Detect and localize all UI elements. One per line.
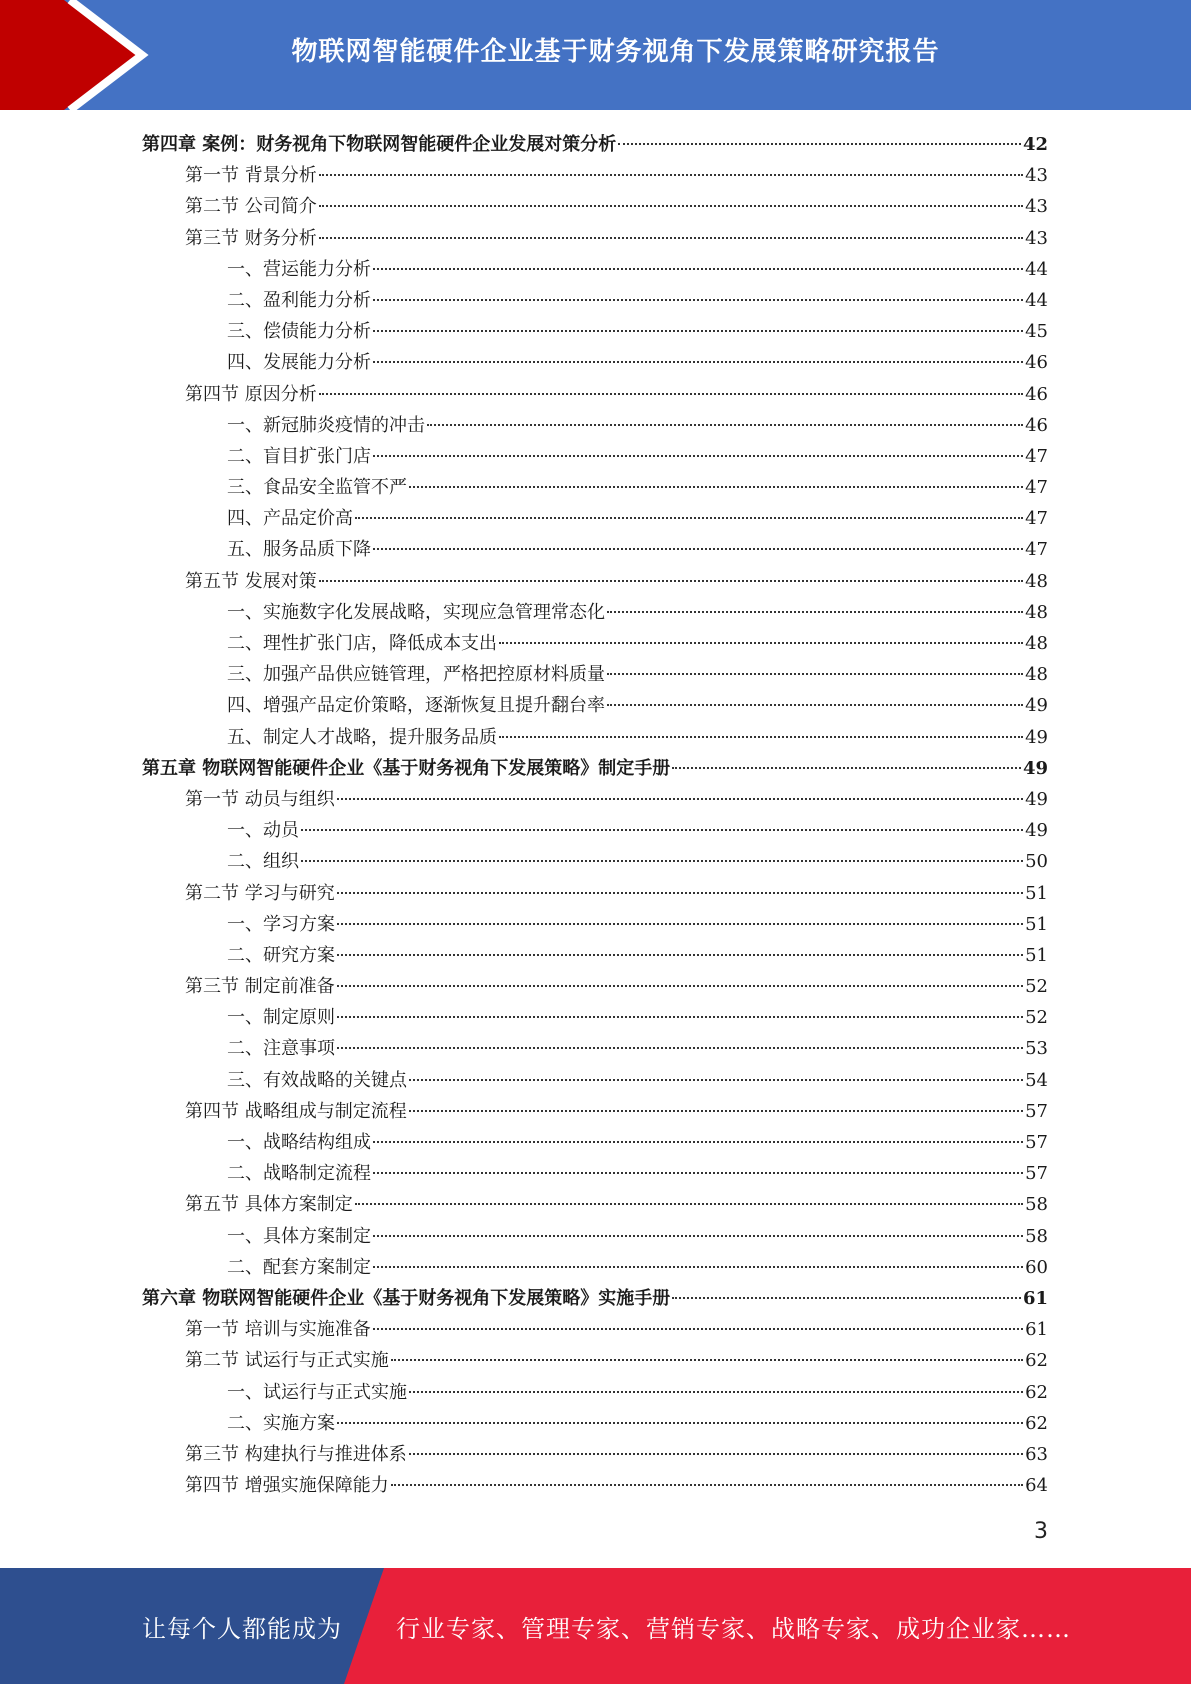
toc-entry-page: 47 [1025,539,1048,561]
toc-dot-leader [301,860,1023,862]
toc-entry-page: 42 [1022,134,1048,155]
toc-entry-title: 第三节 制定前准备 [185,976,335,998]
toc-entry-page: 44 [1025,289,1048,311]
toc-entry-title: 二、实施方案 [227,1412,335,1434]
toc-entry-page: 54 [1025,1069,1048,1091]
toc-entry-page: 48 [1025,633,1048,654]
toc-entry-title: 二、战略制定流程 [227,1163,371,1185]
toc-dot-leader [409,1110,1023,1112]
toc-dot-leader [373,361,1023,363]
page-number: 3 [1034,1519,1048,1544]
toc-entry-title: 一、新冠肺炎疫情的冲击 [227,414,425,436]
toc-dot-leader [337,1047,1023,1049]
toc-entry-page: 49 [1022,757,1048,779]
toc-entry-title: 一、学习方案 [227,913,335,935]
toc-entry-title: 二、盲目扩张门店 [227,445,371,467]
toc-entry-page: 43 [1025,165,1048,187]
toc-dot-leader [373,1141,1023,1143]
report-title: 物联网智能硬件企业基于财务视角下发展策略研究报告 [291,36,940,67]
toc-dot-leader [499,736,1023,738]
toc-entry-page: 50 [1025,851,1048,873]
toc-entry[interactable] [142,503,1048,534]
toc-dot-leader [607,611,1023,613]
toc-entry[interactable] [142,129,1048,160]
toc-entry-title: 第三节 财务分析 [185,227,317,249]
toc-dot-leader [618,143,1021,145]
toc-entry[interactable] [142,971,1048,1002]
toc-entry-page: 57 [1025,1132,1048,1153]
toc-dot-leader [391,1484,1023,1486]
toc-entry[interactable] [142,1221,1048,1252]
toc-entry-title: 第一节 培训与实施准备 [185,1319,371,1341]
toc-entry-page: 63 [1025,1443,1048,1465]
toc-entry-title: 四、产品定价高 [227,508,353,530]
toc-entry-page: 57 [1025,1100,1048,1122]
toc-entry-page: 57 [1025,1163,1048,1185]
toc-entry-page: 62 [1025,1412,1048,1434]
toc-dot-leader [607,673,1023,675]
page-header [0,0,1191,110]
toc-entry[interactable] [142,254,1048,285]
toc-entry[interactable] [142,1470,1048,1501]
toc-entry[interactable] [142,347,1048,378]
toc-entry[interactable] [142,316,1048,347]
toc-entry-page: 49 [1025,695,1048,717]
toc-entry-page: 48 [1025,664,1048,686]
toc-entry-page: 61 [1025,1319,1048,1341]
toc-entry-page: 43 [1025,227,1048,249]
footer-slogan-right: 行业专家、管理专家、营销专家、战略专家、成功企业家…… [396,1614,1071,1643]
toc-entry-page: 53 [1025,1038,1048,1060]
toc-entry-title: 三、有效战略的关键点 [227,1069,407,1091]
toc-dot-leader [499,642,1023,644]
toc-entry-page: 51 [1025,944,1048,966]
toc-entry-page: 46 [1025,414,1048,436]
toc-entry-title: 二、盈利能力分析 [227,289,371,311]
toc-entry-page: 62 [1025,1350,1048,1372]
toc-entry[interactable] [142,909,1048,940]
toc-entry[interactable] [142,597,1048,628]
toc-entry-title: 第四节 原因分析 [185,383,317,405]
toc-entry-title: 第五章 物联网智能硬件企业《基于财务视角下发展策略》制定手册 [142,757,671,779]
toc-dot-leader [409,486,1023,488]
toc-dot-leader [301,829,1023,831]
toc-entry-title: 二、理性扩张门店，降低成本支出 [227,633,497,654]
toc-entry-title: 第六章 物联网智能硬件企业《基于财务视角下发展策略》实施手册 [142,1287,671,1309]
toc-entry-title: 第四章 案例：财务视角下物联网智能硬件企业发展对策分析 [142,134,617,155]
toc-dot-leader [409,1391,1023,1393]
toc-dot-leader [319,174,1023,176]
toc-dot-leader [337,954,1023,956]
page-footer [0,1568,1191,1684]
toc-entry-title: 五、服务品质下降 [227,539,371,561]
toc-entry[interactable] [142,441,1048,472]
toc-dot-leader [319,237,1023,239]
toc-dot-leader [672,1297,1021,1299]
toc-entry-title: 第三节 构建执行与推进体系 [185,1443,407,1465]
toc-entry[interactable] [142,690,1048,721]
toc-entry-page: 60 [1025,1256,1048,1278]
toc-entry[interactable] [142,1127,1048,1158]
toc-entry[interactable] [142,1377,1048,1408]
toc-dot-leader [355,1203,1023,1205]
toc-dot-leader [373,1235,1023,1237]
toc-entry[interactable] [142,472,1048,503]
toc-dot-leader [409,1079,1023,1081]
toc-entry[interactable] [142,1345,1048,1376]
toc-entry[interactable] [142,722,1048,753]
toc-entry-page: 51 [1025,882,1048,904]
toc-entry-title: 三、偿债能力分析 [227,321,371,343]
toc-entry[interactable] [142,628,1048,659]
toc-entry-page: 51 [1025,913,1048,935]
toc-entry-page: 64 [1025,1475,1048,1497]
toc-entry[interactable] [142,846,1048,877]
toc-entry-page: 58 [1025,1225,1048,1247]
toc-entry-page: 52 [1025,1007,1048,1029]
toc-entry-page: 45 [1025,321,1048,343]
toc-entry[interactable] [142,160,1048,191]
toc-dot-leader [373,330,1023,332]
toc-entry-title: 四、增强产品定价策略，逐渐恢复且提升翻台率 [227,695,605,717]
toc-entry[interactable] [142,1252,1048,1283]
toc-entry[interactable] [142,1408,1048,1439]
toc-entry-title: 第二节 公司简介 [185,196,317,218]
toc-entry[interactable] [142,1439,1048,1470]
toc-dot-leader [373,455,1023,457]
toc-entry-title: 第二节 学习与研究 [185,882,335,904]
toc-entry[interactable] [142,410,1048,441]
toc-dot-leader [337,892,1023,894]
toc-entry-title: 一、制定原则 [227,1007,335,1029]
toc-entry-title: 一、实施数字化发展战略，实现应急管理常态化 [227,601,605,623]
toc-dot-leader [373,1328,1023,1330]
toc-entry[interactable] [142,223,1048,254]
toc-entry[interactable] [142,659,1048,690]
toc-entry-page: 49 [1025,820,1048,842]
toc-entry-title: 四、发展能力分析 [227,352,371,374]
toc-entry-title: 一、战略结构组成 [227,1132,371,1153]
toc-dot-leader [672,767,1021,769]
toc-entry-title: 二、研究方案 [227,944,335,966]
toc-entry-page: 52 [1025,976,1048,998]
toc-entry-title: 第四节 战略组成与制定流程 [185,1100,407,1122]
toc-dot-leader [373,299,1023,301]
toc-entry-page: 47 [1025,508,1048,530]
toc-dot-leader [607,704,1023,706]
table-of-contents [142,129,1048,1501]
toc-dot-leader [337,1422,1023,1424]
toc-entry-title: 第四节 增强实施保障能力 [185,1475,389,1497]
toc-entry[interactable] [142,815,1048,846]
toc-dot-leader [355,517,1023,519]
toc-entry-page: 46 [1025,383,1048,405]
toc-entry[interactable] [142,753,1048,784]
toc-entry-page: 43 [1025,196,1048,218]
toc-entry-page: 49 [1025,788,1048,810]
toc-entry-title: 第五节 发展对策 [185,570,317,592]
toc-entry-page: 44 [1025,258,1048,280]
toc-dot-leader [319,393,1023,395]
toc-entry[interactable] [142,1189,1048,1220]
toc-entry[interactable] [142,1314,1048,1345]
toc-entry-title: 五、制定人才战略，提升服务品质 [227,726,497,748]
toc-entry[interactable] [142,285,1048,316]
toc-entry-title: 第五节 具体方案制定 [185,1194,353,1216]
toc-dot-leader [409,1453,1023,1455]
toc-entry-page: 62 [1025,1381,1048,1403]
toc-entry-title: 第一节 动员与组织 [185,788,335,810]
toc-entry-title: 三、食品安全监管不严 [227,477,407,499]
toc-dot-leader [337,1016,1023,1018]
toc-entry-page: 48 [1025,570,1048,592]
toc-dot-leader [373,268,1023,270]
toc-entry[interactable] [142,379,1048,410]
toc-entry[interactable] [142,191,1048,222]
toc-dot-leader [337,985,1023,987]
toc-dot-leader [373,548,1023,550]
toc-entry-title: 三、加强产品供应链管理，严格把控原材料质量 [227,664,605,686]
toc-entry-title: 一、动员 [227,820,299,842]
toc-entry-page: 47 [1025,445,1048,467]
toc-entry[interactable] [142,1002,1048,1033]
toc-dot-leader [373,1172,1023,1174]
toc-entry-title: 一、具体方案制定 [227,1225,371,1247]
toc-entry-page: 49 [1025,726,1048,748]
toc-entry[interactable] [142,534,1048,565]
toc-entry-page: 58 [1025,1194,1048,1216]
toc-entry-title: 一、试运行与正式实施 [227,1381,407,1403]
toc-entry[interactable] [142,1033,1048,1064]
toc-dot-leader [427,424,1023,426]
toc-entry-title: 一、营运能力分析 [227,258,371,280]
footer-slogan-left: 让每个人都能成为 [142,1614,342,1643]
toc-dot-leader [337,798,1023,800]
toc-entry-title: 二、配套方案制定 [227,1256,371,1278]
toc-entry[interactable] [142,1096,1048,1127]
toc-entry-title: 二、注意事项 [227,1038,335,1060]
toc-entry[interactable] [142,878,1048,909]
toc-entry[interactable] [142,1065,1048,1096]
toc-entry[interactable] [142,1158,1048,1189]
toc-entry[interactable] [142,1283,1048,1314]
toc-dot-leader [319,580,1023,582]
toc-entry-page: 48 [1025,601,1048,623]
toc-dot-leader [337,923,1023,925]
toc-dot-leader [391,1359,1023,1361]
toc-entry-page: 46 [1025,352,1048,374]
toc-entry-title: 二、组织 [227,851,299,873]
toc-entry-title: 第一节 背景分析 [185,165,317,187]
toc-entry-page: 61 [1022,1287,1048,1309]
toc-entry-title: 第二节 试运行与正式实施 [185,1350,389,1372]
toc-entry-page: 47 [1025,477,1048,499]
toc-entry[interactable] [142,784,1048,815]
toc-entry[interactable] [142,940,1048,971]
toc-entry[interactable] [142,566,1048,597]
toc-dot-leader [319,205,1023,207]
toc-dot-leader [373,1266,1023,1268]
